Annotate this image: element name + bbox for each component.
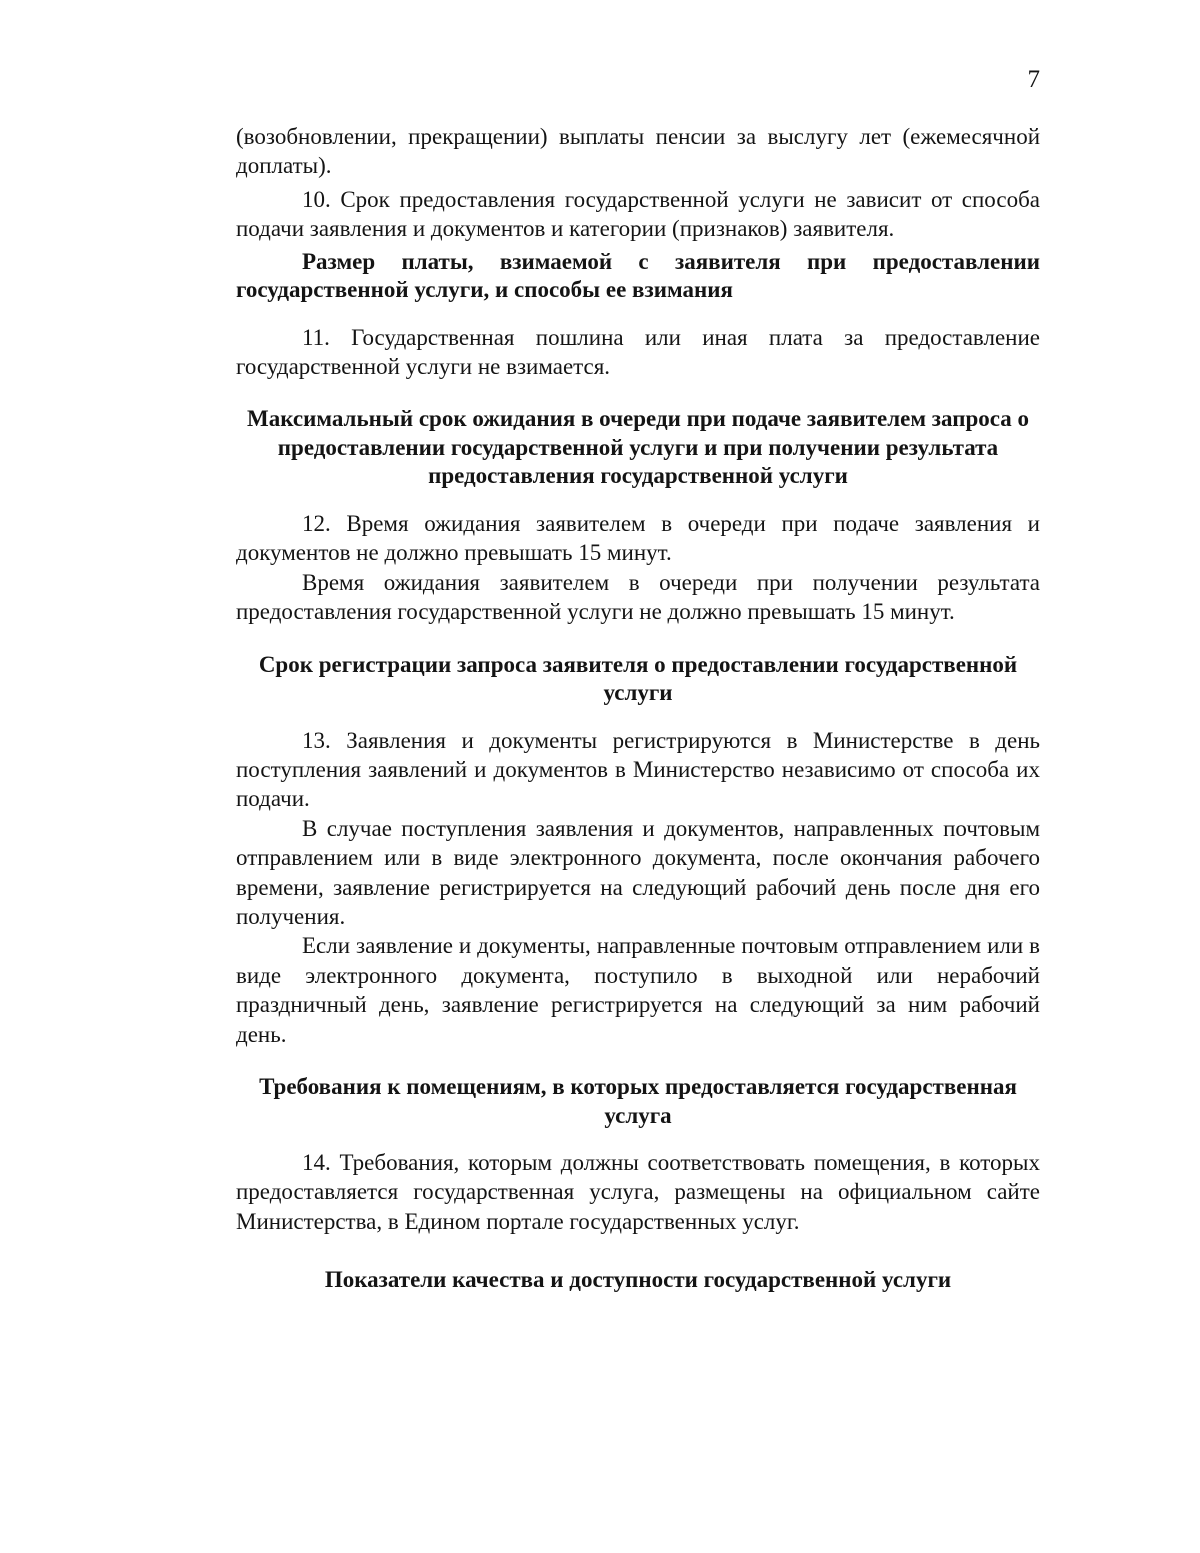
paragraph-continuation: (возобновлении, прекращении) выплаты пенсии за выслугу лет (ежемесячной доплаты). [236, 124, 1040, 179]
page-number: 7 [1027, 66, 1040, 93]
paragraph-13-after-hours: В случае поступления заявления и документов, направленных почтовым отправлением или в виде электронного документа, после окончания рабочего времени, заявление регистрируется на следующий рабочий день после дня его получения. [236, 815, 1040, 929]
paragraph-12-result: Время ожидания заявителем в очереди при получении результата предоставления государственной услуги не должно превышать 15 минут. [236, 569, 1040, 625]
paragraph-12: 12. Время ожидания заявителем в очереди при подаче заявления и документов не должно превышать 15 минут. [236, 510, 1040, 566]
paragraph-13: 13. Заявления и документы регистрируются в Министерстве в день поступления заявлений и документов в Министерство независимо от способа их подачи. [236, 727, 1040, 812]
paragraph-11: 11. Государственная пошлина или иная плата за предоставление государственной услуги не взимается. [236, 324, 1040, 380]
section-heading-queue-time: Максимальный срок ожидания в очереди при подаче заявителем запроса о предоставлении государственной услуги и при получении результата предоставления государственной услуги [246, 406, 1029, 489]
section-heading-quality: Показатели качества и доступности государственной услуги [324, 1267, 952, 1293]
paragraph-10: 10. Срок предоставления государственной услуги не зависит от способа подачи заявления и документов и категории (признаков) заявителя. [236, 186, 1040, 242]
document-body [236, 122, 1040, 1295]
section-heading-fee: Размер платы, взимаемой с заявителя при предоставлении государственной услуги, и способы ее взимания [236, 248, 1040, 303]
paragraph-13-holiday: Если заявление и документы, направленные почтовым отправлением или в виде электронного документа, поступило в выходной или нерабочий праздничный день, заявление регистрируется на следующий за ним рабочий день. [236, 933, 1040, 1047]
paragraph-14: 14. Требования, которым должны соответствовать помещения, в которых предоставляется государственная услуга, размещены на официальном сайте Министерства, в Едином портале государственных услуг. [236, 1150, 1040, 1234]
section-heading-premises: Требования к помещениям, в которых предоставляется государственная услуга [259, 1074, 1017, 1128]
section-heading-registration: Срок регистрации запроса заявителя о предоставлении государственной услуги [258, 651, 1018, 706]
